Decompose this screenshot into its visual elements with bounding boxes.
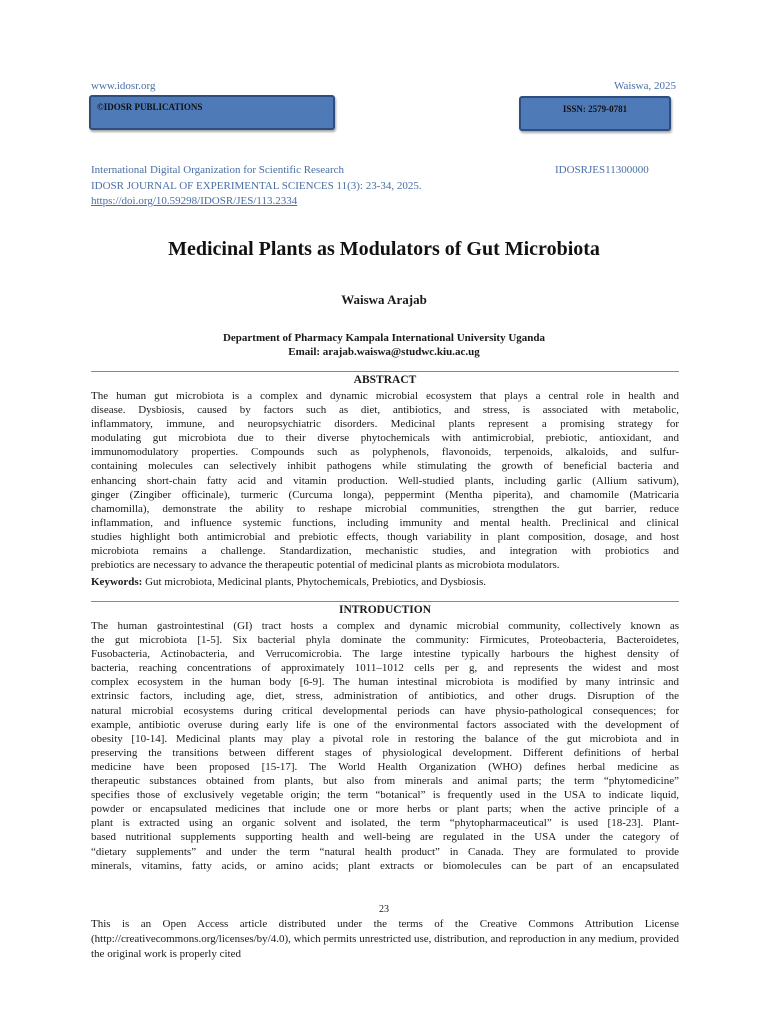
introduction-body: [91, 619, 679, 873]
affiliation: Department of Pharmacy Kampala International University Uganda: [222, 332, 546, 344]
introduction-line: plant is extracted using an organic solvent and isolated, the term “phytopharmaceutical” is used [18-23]. Plant-: [91, 817, 679, 830]
doi-link[interactable]: https://doi.org/10.59298/IDOSR/JES/113.2334: [91, 195, 298, 207]
abstract-heading: ABSTRACT: [353, 374, 417, 386]
abstract-line: disease. Dysbiosis, caused by factors such as diet, antibiotics, and stress, is associated with metabolic,: [91, 404, 679, 417]
abstract-line: prebiotics are necessary to advance the therapeutic potential of medicinal plants as microbiota modulators.: [91, 559, 560, 572]
introduction-line: “dietary supplements” and under the term “natural health product” in Canada. They are formulated to provide: [91, 845, 679, 858]
abstract-bottom-rule: [91, 601, 679, 602]
introduction-line: based nutritional supplements supporting health and well-being are regulated in the USA under the category of: [91, 831, 679, 844]
abstract-line: modulating gut microbiota due to their diverse phytochemicals with antimicrobial, prebiotic, antioxidant, and: [91, 432, 679, 445]
abstract-line: studies highlight both antimicrobial and prebiotic effects, though variability in plant composition, dosage, and host: [91, 530, 679, 543]
issn-box: [519, 96, 671, 131]
abstract-line: inflammatory, immune, and neuropsychiatric disorders. Medicinal plants represent a promising strategy for: [91, 418, 679, 431]
introduction-line: the gut microbiota [1-5]. Six bacterial phyla dominate the community: Firmicutes, Proteobacteria, Bacteroidetes,: [91, 634, 679, 647]
abstract-top-rule: [91, 371, 679, 372]
abstract-line: immunomodulatory properties. Compounds such as polyphenols, flavonoids, terpenoids, alkaloids, and sulfur-: [91, 446, 679, 459]
article-title: Medicinal Plants as Modulators of Gut Microbiota: [168, 238, 600, 260]
publisher-box: [89, 95, 335, 130]
introduction-line: extrinsic factors, including age, diet, stress, administration of antibiotics, and other drugs. Disruption of the: [91, 690, 679, 703]
site-link[interactable]: www.idosr.org: [91, 80, 156, 92]
introduction-line: bacteria, reaching concentrations of approximately 1011–1012 cells per g, and represents the widest and most: [91, 662, 679, 675]
publisher-label: ©IDOSR PUBLICATIONS: [97, 102, 203, 112]
journal-org: International Digital Organization for Scientific Research: [91, 164, 345, 176]
page-number: 23: [379, 904, 389, 915]
issn-label: ISSN: 2579-0781: [562, 104, 628, 114]
abstract-line: inflammation, and influence systemic functions, including immunity and mental health. Preclinical and clinical: [91, 516, 679, 529]
introduction-line: specifies those of exclusively vegetable origin; the term “botanical” is frequently used in the USA to indicate liquid,: [91, 789, 679, 802]
keywords-text: Gut microbiota, Medicinal plants, Phytochemicals, Prebiotics, and Dysbiosis.: [145, 576, 487, 588]
introduction-line: minerals, vitamins, fatty acids, or amino acids; plant extracts or biomolecules can be part of an encapsulated: [91, 859, 679, 872]
abstract-line: enhancing short-chain fatty acid and vitamin production. Well-studied plants, including garlic (Allium sativum),: [91, 474, 679, 487]
keywords: [91, 576, 679, 588]
introduction-line: therapeutic substances obtained from plants, but also from minerals and animal parts; the term “phytomedicine”: [91, 775, 679, 788]
abstract-line: ginger (Zingiber officinale), turmeric (Curcuma longa), peppermint (Mentha piperita), and chamomile (Matricaria: [91, 488, 679, 501]
keywords-label: Keywords:: [91, 576, 143, 588]
author-email: Email: arajab.waiswa@studwc.kiu.ac.ug: [288, 346, 480, 358]
abstract-line: The human gut microbiota is a complex and dynamic microbial ecosystem that plays a central role in health and: [91, 390, 679, 402]
introduction-line: natural microbial ecosystems during critical developmental periods can have physio-pathological consequences; for: [91, 704, 679, 717]
introduction-line: preserving the transitions between different stages of physiological development. Different definitions of herbal: [91, 746, 679, 759]
journal-citation: IDOSR JOURNAL OF EXPERIMENTAL SCIENCES 11(3): 23-34, 2025.: [91, 180, 422, 192]
abstract-body: [91, 389, 679, 572]
introduction-heading: INTRODUCTION: [338, 604, 431, 616]
abstract-line: microbiota remains a challenge. Standardization, mechanistic studies, and integration with probiotics and: [91, 545, 679, 558]
introduction-line: complex ecosystem in the human body [6-9]. The human intestinal microbiota is modified by many intrinsic and: [91, 676, 679, 689]
introduction-line: The human gastrointestinal (GI) tract hosts a complex and dynamic microbial community, collectively known as: [91, 620, 679, 632]
abstract-line: containing molecules can selectively inhibit pathogens while stimulating the growth of beneficial bacteria and: [91, 460, 679, 473]
introduction-line: obesity [10-14]. Medicinal plants may play a pivotal role in restoring the balance of the gut microbiota and in: [91, 732, 679, 745]
introduction-line: example, antibiotic overuse during early life is one of the environmental factors associated with the development of: [91, 718, 679, 731]
article-id: IDOSRJES11300000: [555, 164, 649, 176]
license-footer: This is an Open Access article distributed under the terms of the Creative Commons Attribution License (http://creativecommons.org/licenses/by/4.0), which permits unrestricted use, distribution, and reproduction in any medium, provided the original work is properly cited: [91, 918, 679, 960]
introduction-line: powder or encapsulated medicines that include one or more herbs or plant parts; when the active principle of a: [91, 803, 679, 816]
introduction-line: medicine have been proposed [15-17]. The World Health Organization (WHO) defines herbal medicine as: [91, 760, 679, 773]
author-year: Waiswa, 2025: [613, 80, 676, 92]
abstract-line: chamomilla), demonstrate the ability to reshape microbial communities, strengthen the gut barrier, reduce: [91, 502, 679, 515]
introduction-line: Fusobacteria, Actinobacteria, and Verrucomicrobia. The large intestine typically harbours the highest density of: [91, 648, 679, 661]
author-name: Waiswa Arajab: [341, 292, 427, 307]
